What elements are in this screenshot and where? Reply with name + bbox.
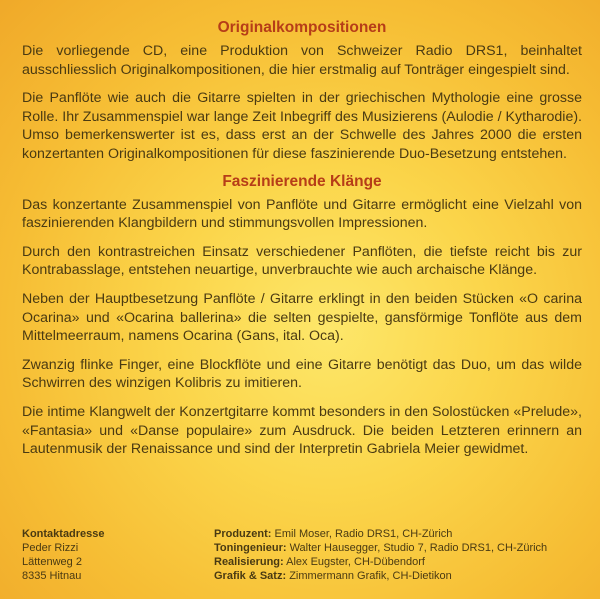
credit-value: Zimmermann Grafik, CH-Dietikon xyxy=(289,570,452,582)
contact-heading: Kontaktadresse xyxy=(22,528,105,540)
credit-value: Walter Hausegger, Studio 7, Radio DRS1, CH-Zürich xyxy=(289,542,548,554)
paragraph: Das konzertante Zusammenspiel von Panflöte und Gitarre ermöglicht eine Vielzahl von faszinierenden Klangbildern und stimmungsvollen Impressionen. xyxy=(22,196,582,232)
document-body xyxy=(22,18,582,459)
section-faszinierende-klaenge xyxy=(22,172,582,459)
section-heading: Faszinierende Klänge xyxy=(222,172,382,190)
credit-label: Produzent: xyxy=(214,528,272,540)
credit-row xyxy=(214,569,584,583)
credit-value: Alex Eugster, CH-Dübendorf xyxy=(286,556,425,568)
credit-label: Grafik & Satz: xyxy=(214,570,287,582)
credits-list xyxy=(214,527,584,583)
credit-label: Realisierung: xyxy=(214,556,284,568)
contact-line: Lättenweg 2 xyxy=(22,556,82,568)
contact-line: Peder Rizzi xyxy=(22,542,79,554)
paragraph: Zwanzig flinke Finger, eine Blockflöte und eine Gitarre benötigt das Duo, um das wilde Schwirren des winzigen Kolibris zu imitieren. xyxy=(22,356,582,392)
credit-row xyxy=(214,527,584,541)
paragraph: Die intime Klangwelt der Konzertgitarre kommt besonders in den Solostücken «Prelude», «Fantasia» und «Danse populaire» zum Ausdruck. Die beiden Letzteren erinnern an Lautenmusik der Renaissance und sind der Interpretin Gabriela Meier gewidmet. xyxy=(22,403,582,458)
paragraph: Die vorliegende CD, eine Produktion von Schweizer Radio DRS1, beinhaltet ausschliesslich Originalkompositionen, die hier erstmalig auf Tonträger eingespielt sind. xyxy=(22,43,582,78)
contact-line: 8335 Hitnau xyxy=(22,570,82,582)
credit-label: Toningenieur: xyxy=(214,542,287,554)
paragraph: Durch den kontrastreichen Einsatz verschiedener Panflöten, die tiefste reicht bis zur Kontrabasslage, entstehen neuartige, unverbrauchte wie auch archaische Klänge. xyxy=(22,243,582,279)
credit-value: Emil Moser, Radio DRS1, CH-Zürich xyxy=(274,528,453,540)
paragraph: Neben der Hauptbesetzung Panflöte / Gitarre erklingt in den beiden Stücken «O carina Ocarina» und «Ocarina ballerina» die selten gespielte, gansförmige Tonflöte aus dem Mittelmeerraum, namens Ocarina (Gans, ital. Oca). xyxy=(22,290,582,345)
credit-row xyxy=(214,541,584,555)
paragraph: Die Panflöte wie auch die Gitarre spielten in der griechischen Mythologie eine grosse Rolle. Ihr Zusammenspiel war lange Zeit Inbegriff des Musizierens (Aulodie / Kytharodie). Umso bemerkenswerter ist es, dass erst an der Schwelle des Jahres 2000 die ersten konzertanten Originalkompositionen für diese faszinierende Duo-Besetzung entstehen. xyxy=(22,90,582,162)
credit-row xyxy=(214,555,584,569)
section-heading: Originalkompositionen xyxy=(217,19,387,36)
section-originalkompositionen xyxy=(22,18,582,164)
contact-address xyxy=(22,527,162,583)
